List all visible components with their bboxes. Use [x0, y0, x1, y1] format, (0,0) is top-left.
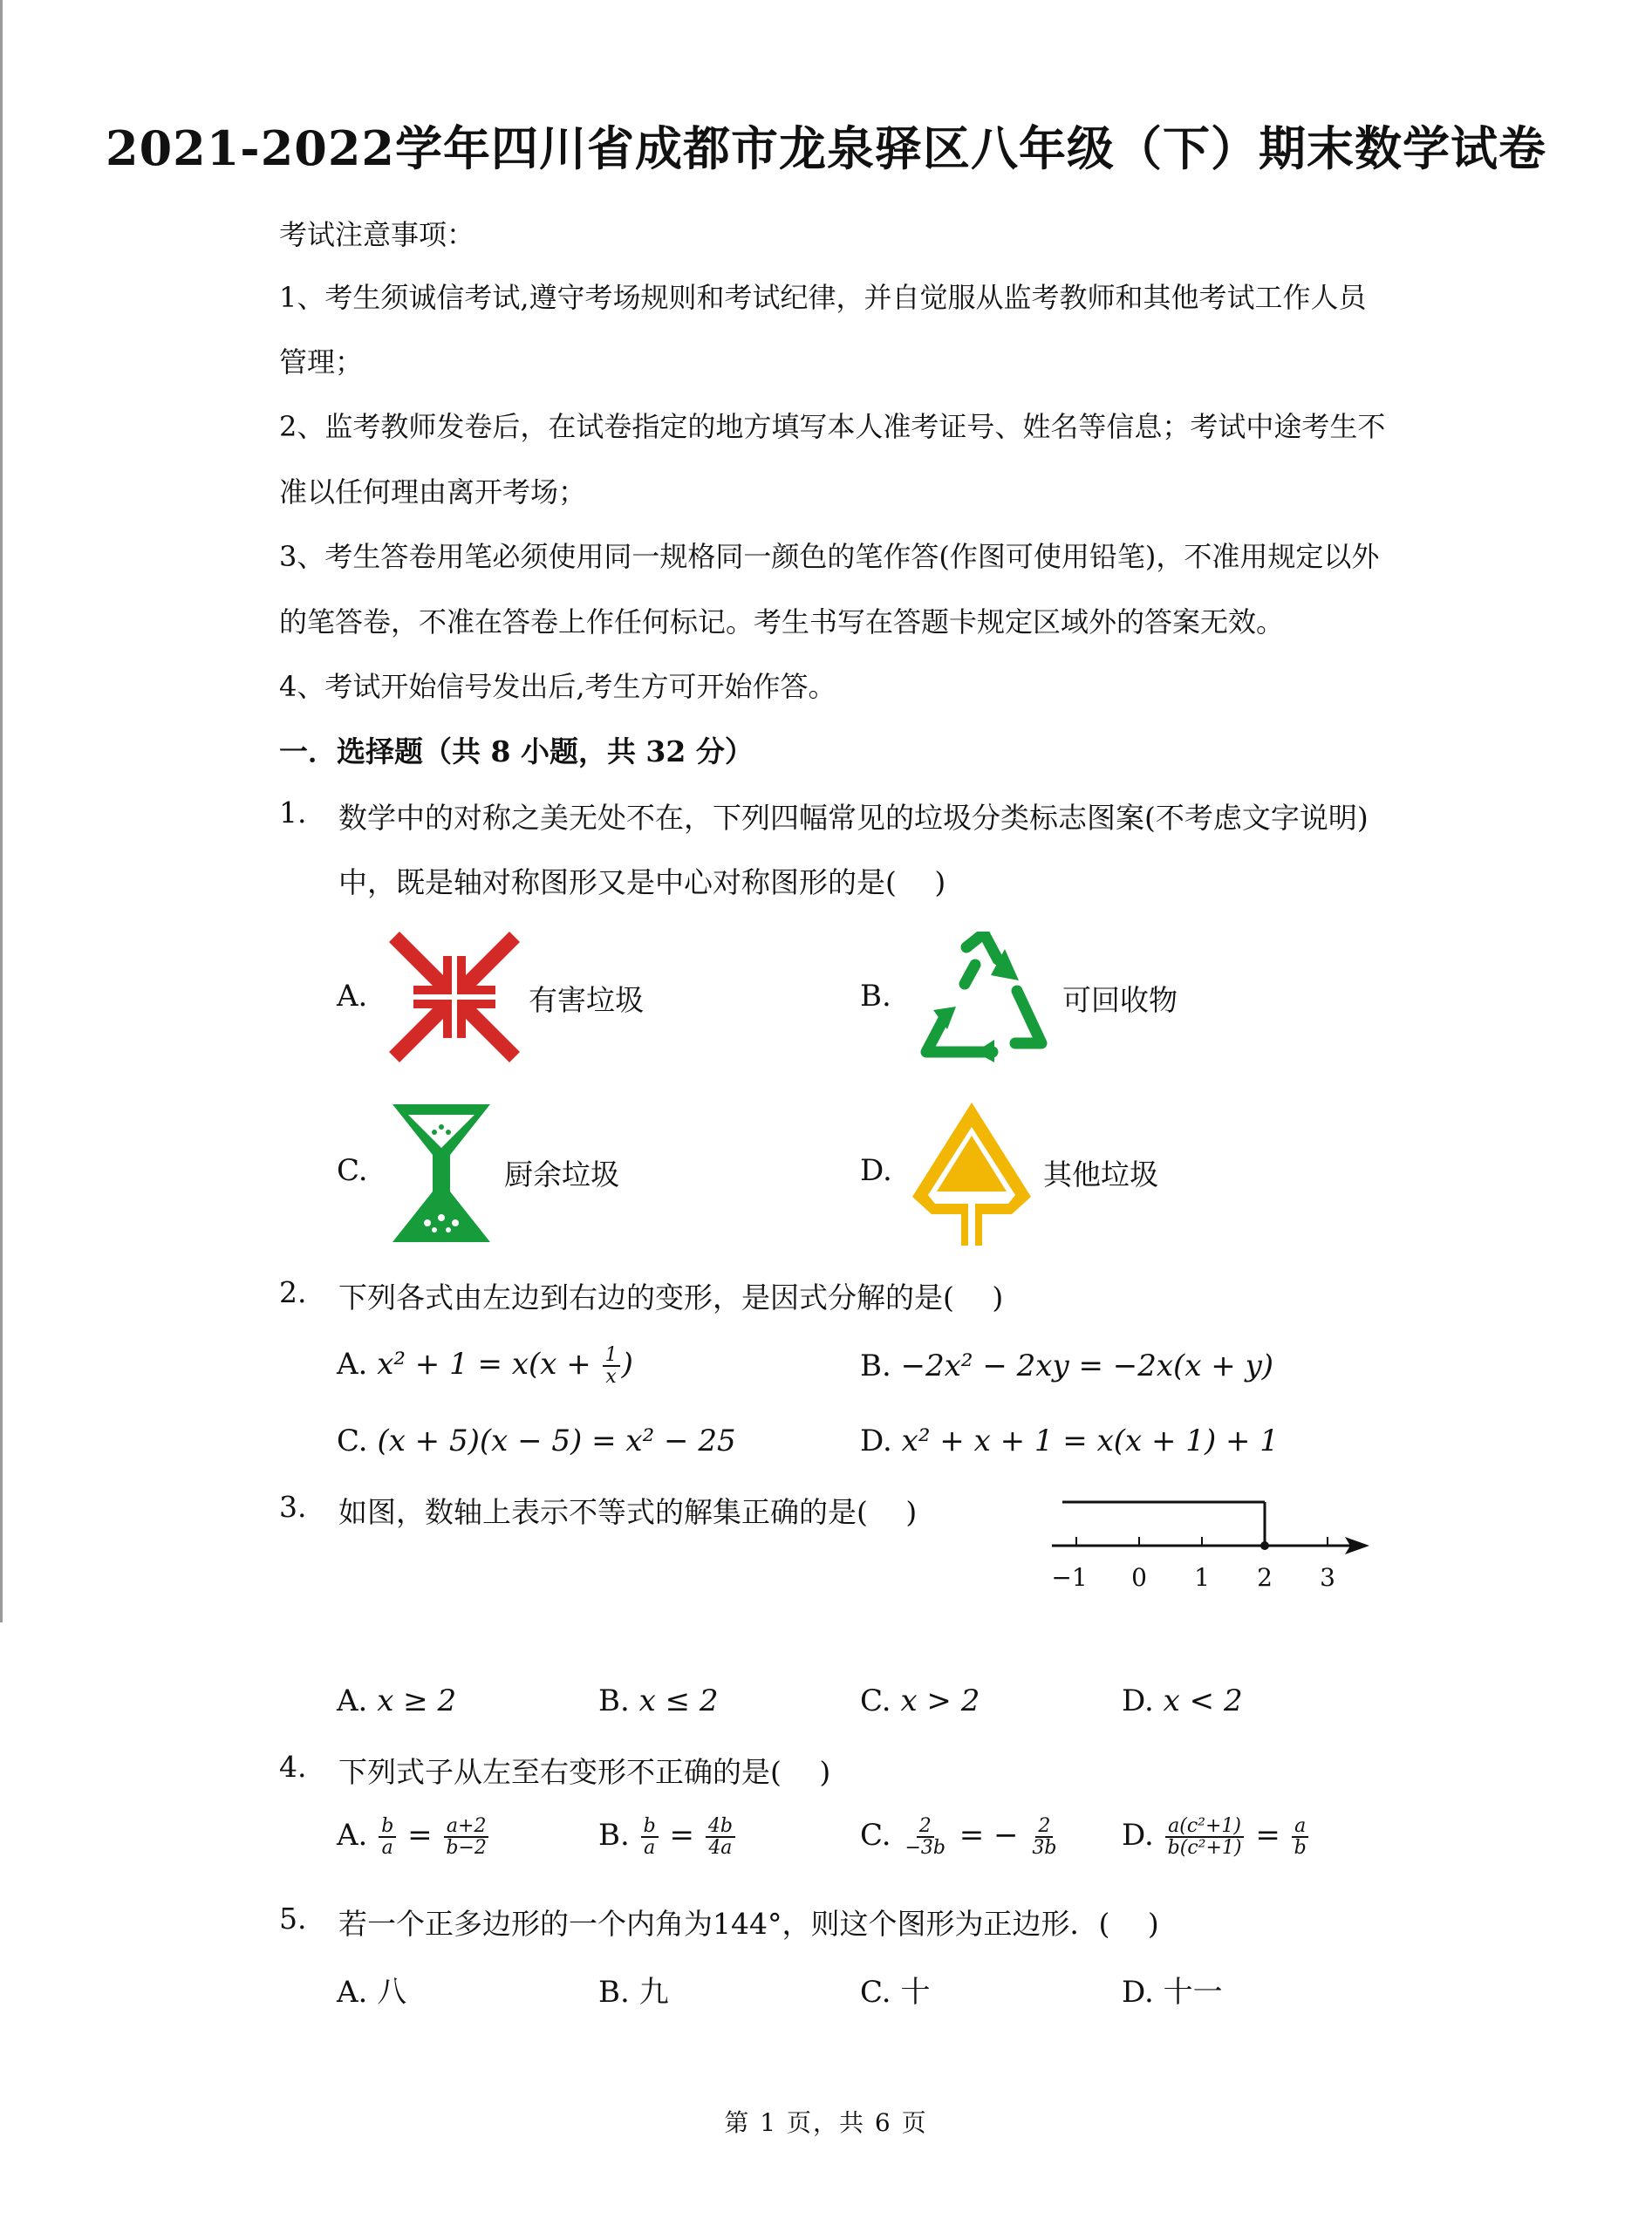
equals-sign: = −	[959, 1818, 1019, 1854]
option-letter: A.	[337, 1683, 368, 1718]
axis-tick-label: 2	[1257, 1563, 1273, 1592]
option-b	[860, 1349, 1273, 1383]
page-edge	[0, 0, 3, 1622]
option-letter: B.	[598, 1683, 630, 1718]
option-text: 十一	[1163, 1975, 1223, 2010]
option-d	[1122, 1968, 1223, 2011]
option-c	[860, 1968, 930, 2011]
question-text: 中，既是轴对称图形又是中心对称图形的是( )	[338, 865, 946, 899]
option-letter: C.	[860, 1975, 891, 2010]
fraction-denominator: x	[605, 1366, 617, 1389]
option-c	[337, 1424, 736, 1458]
option-a	[337, 1683, 456, 1718]
option-text: 十	[900, 1975, 931, 2010]
question-text: 数学中的对称之美无处不在，下列四幅常见的垃圾分类标志图案(不考虑文字说明)	[338, 801, 1369, 835]
fraction-denominator: a	[381, 1837, 393, 1860]
question-text: 下列式子从左至右变形不正确的是( )	[338, 1755, 831, 1789]
fraction	[641, 1816, 659, 1858]
question-number: 1.	[279, 796, 307, 830]
notes-line: 4、考试开始信号发出后,考生方可开始作答。	[279, 670, 836, 703]
option-letter: C.	[337, 1424, 368, 1458]
option-d	[1122, 1816, 1311, 1858]
fraction-numerator: 4b	[706, 1816, 735, 1838]
question-number: 3.	[279, 1490, 307, 1524]
question-text: 如图，数轴上表示不等式的解集正确的是( )	[338, 1495, 918, 1529]
notes-line: 3、考生答卷用笔必须使用同一规格同一颜色的笔作答(作图可使用铅笔)，不准用规定以外	[279, 540, 1380, 573]
option-letter: A.	[337, 1818, 368, 1854]
fraction-denominator: −3b	[905, 1837, 945, 1860]
fraction	[1165, 1816, 1245, 1858]
axis-tick-label: −1	[1051, 1563, 1088, 1592]
fraction-numerator: a+2	[444, 1816, 489, 1838]
fraction-denominator: b	[1294, 1837, 1307, 1860]
math-expression: x² + x + 1 = x(x + 1) + 1	[901, 1424, 1279, 1458]
axis-tick-label: 0	[1131, 1563, 1147, 1592]
page-footer: 第 1 页，共 6 页	[724, 2108, 928, 2137]
notes-line: 1、考生须诚信考试,遵守考场规则和考试纪律，并自觉服从监考教师和其他考试工作人员	[279, 281, 1367, 314]
section-heading: 一．选择题（共 8 小题，共 32 分）	[279, 734, 754, 768]
math-expression: )	[621, 1347, 633, 1383]
fraction-numerator: 2	[1035, 1816, 1053, 1838]
kitchen-waste-icon	[389, 1101, 494, 1246]
fraction-denominator: b−2	[446, 1837, 487, 1860]
fraction-numerator: a	[1292, 1816, 1308, 1838]
fraction	[1029, 1816, 1059, 1858]
question-text: 下列各式由左边到右边的变形，是因式分解的是( )	[338, 1280, 1004, 1315]
option-text: 九	[638, 1975, 669, 2010]
option-letter: D.	[860, 1424, 892, 1458]
option-letter: B.	[860, 979, 891, 1014]
option-letter: C.	[860, 1818, 891, 1854]
recyclable-icon	[914, 932, 1054, 1062]
option-label: 可回收物	[1062, 983, 1178, 1017]
fraction	[1292, 1816, 1309, 1858]
question-number: 4.	[279, 1750, 307, 1784]
option-c	[860, 1683, 980, 1718]
option-letter: B.	[598, 1975, 630, 2010]
math-expression: x ≤ 2	[638, 1683, 719, 1718]
math-expression: x > 2	[900, 1683, 980, 1718]
fraction-denominator: 4a	[708, 1837, 733, 1860]
option-letter: D.	[1122, 1818, 1154, 1854]
notes-line: 的笔答卷，不准在答卷上作任何标记。考生书写在答题卡规定区域外的答案无效。	[279, 605, 1285, 638]
option-label: 厨余垃圾	[504, 1157, 619, 1192]
option-letter: D.	[1122, 1683, 1154, 1718]
math-expression: x ≥ 2	[377, 1683, 457, 1718]
option-letter: D.	[1122, 1975, 1154, 2010]
option-letter: B.	[860, 1349, 891, 1383]
fraction-numerator: 2	[917, 1816, 934, 1838]
option-a	[337, 1345, 633, 1387]
fraction	[603, 1345, 620, 1387]
equals-sign: =	[669, 1818, 695, 1854]
question-number: 2.	[279, 1275, 307, 1309]
hazardous-waste-icon	[389, 932, 520, 1062]
number-line-figure	[1043, 1488, 1375, 1601]
other-waste-icon	[911, 1101, 1033, 1246]
math-expression: (x + 5)(x − 5) = x² − 25	[377, 1424, 736, 1458]
axis-tick-label: 1	[1194, 1563, 1210, 1592]
page-title: 2021-2022学年四川省成都市龙泉驿区八年级（下）期末数学试卷	[106, 120, 1546, 176]
option-letter: C.	[860, 1683, 891, 1718]
notes-heading: 考试注意事项：	[279, 218, 475, 251]
option-letter: C.	[337, 1153, 368, 1188]
fraction-denominator: a	[644, 1837, 656, 1860]
question-text: 若一个正多边形的一个内角为144°，则这个图形为正边形．( )	[338, 1907, 1159, 1941]
option-b	[598, 1816, 737, 1858]
option-b	[598, 1683, 719, 1718]
fraction	[443, 1816, 489, 1858]
option-letter: A.	[337, 979, 368, 1014]
option-label: 其他垃圾	[1043, 1157, 1158, 1192]
notes-line: 准以任何理由离开考场；	[279, 475, 587, 509]
fraction	[706, 1816, 735, 1858]
math-expression: −2x² − 2xy = −2x(x + y)	[900, 1349, 1274, 1383]
fraction-numerator: 1	[603, 1345, 620, 1367]
fraction-numerator: a(c²+1)	[1165, 1816, 1244, 1838]
fraction-denominator: 3b	[1032, 1837, 1057, 1860]
question-number: 5.	[279, 1902, 307, 1936]
fraction-numerator: b	[379, 1816, 396, 1838]
equals-sign: =	[1255, 1818, 1280, 1854]
option-d	[860, 1424, 1279, 1458]
option-text: 八	[377, 1975, 407, 2010]
option-b	[598, 1968, 669, 2011]
option-a	[337, 1816, 491, 1858]
option-letter: A.	[337, 1975, 368, 2010]
option-c	[860, 1816, 1061, 1858]
fraction-denominator: b(c²+1)	[1167, 1837, 1242, 1860]
option-letter: B.	[598, 1818, 630, 1854]
fraction	[902, 1816, 948, 1858]
fraction	[379, 1816, 396, 1858]
option-d	[1122, 1683, 1243, 1718]
math-expression: x < 2	[1163, 1683, 1243, 1718]
fraction-numerator: b	[641, 1816, 659, 1838]
axis-tick-label: 3	[1320, 1563, 1335, 1592]
equals-sign: =	[407, 1818, 433, 1854]
option-a	[337, 1968, 406, 2011]
option-letter: A.	[337, 1347, 368, 1383]
option-label: 有害垃圾	[529, 983, 644, 1017]
math-expression: x² + 1 = x(x +	[377, 1347, 601, 1383]
option-letter: D.	[860, 1153, 892, 1188]
notes-line: 管理；	[279, 345, 364, 379]
notes-line: 2、监考教师发卷后，在试卷指定的地方填写本人准考证号、姓名等信息；考试中途考生不	[279, 410, 1386, 443]
